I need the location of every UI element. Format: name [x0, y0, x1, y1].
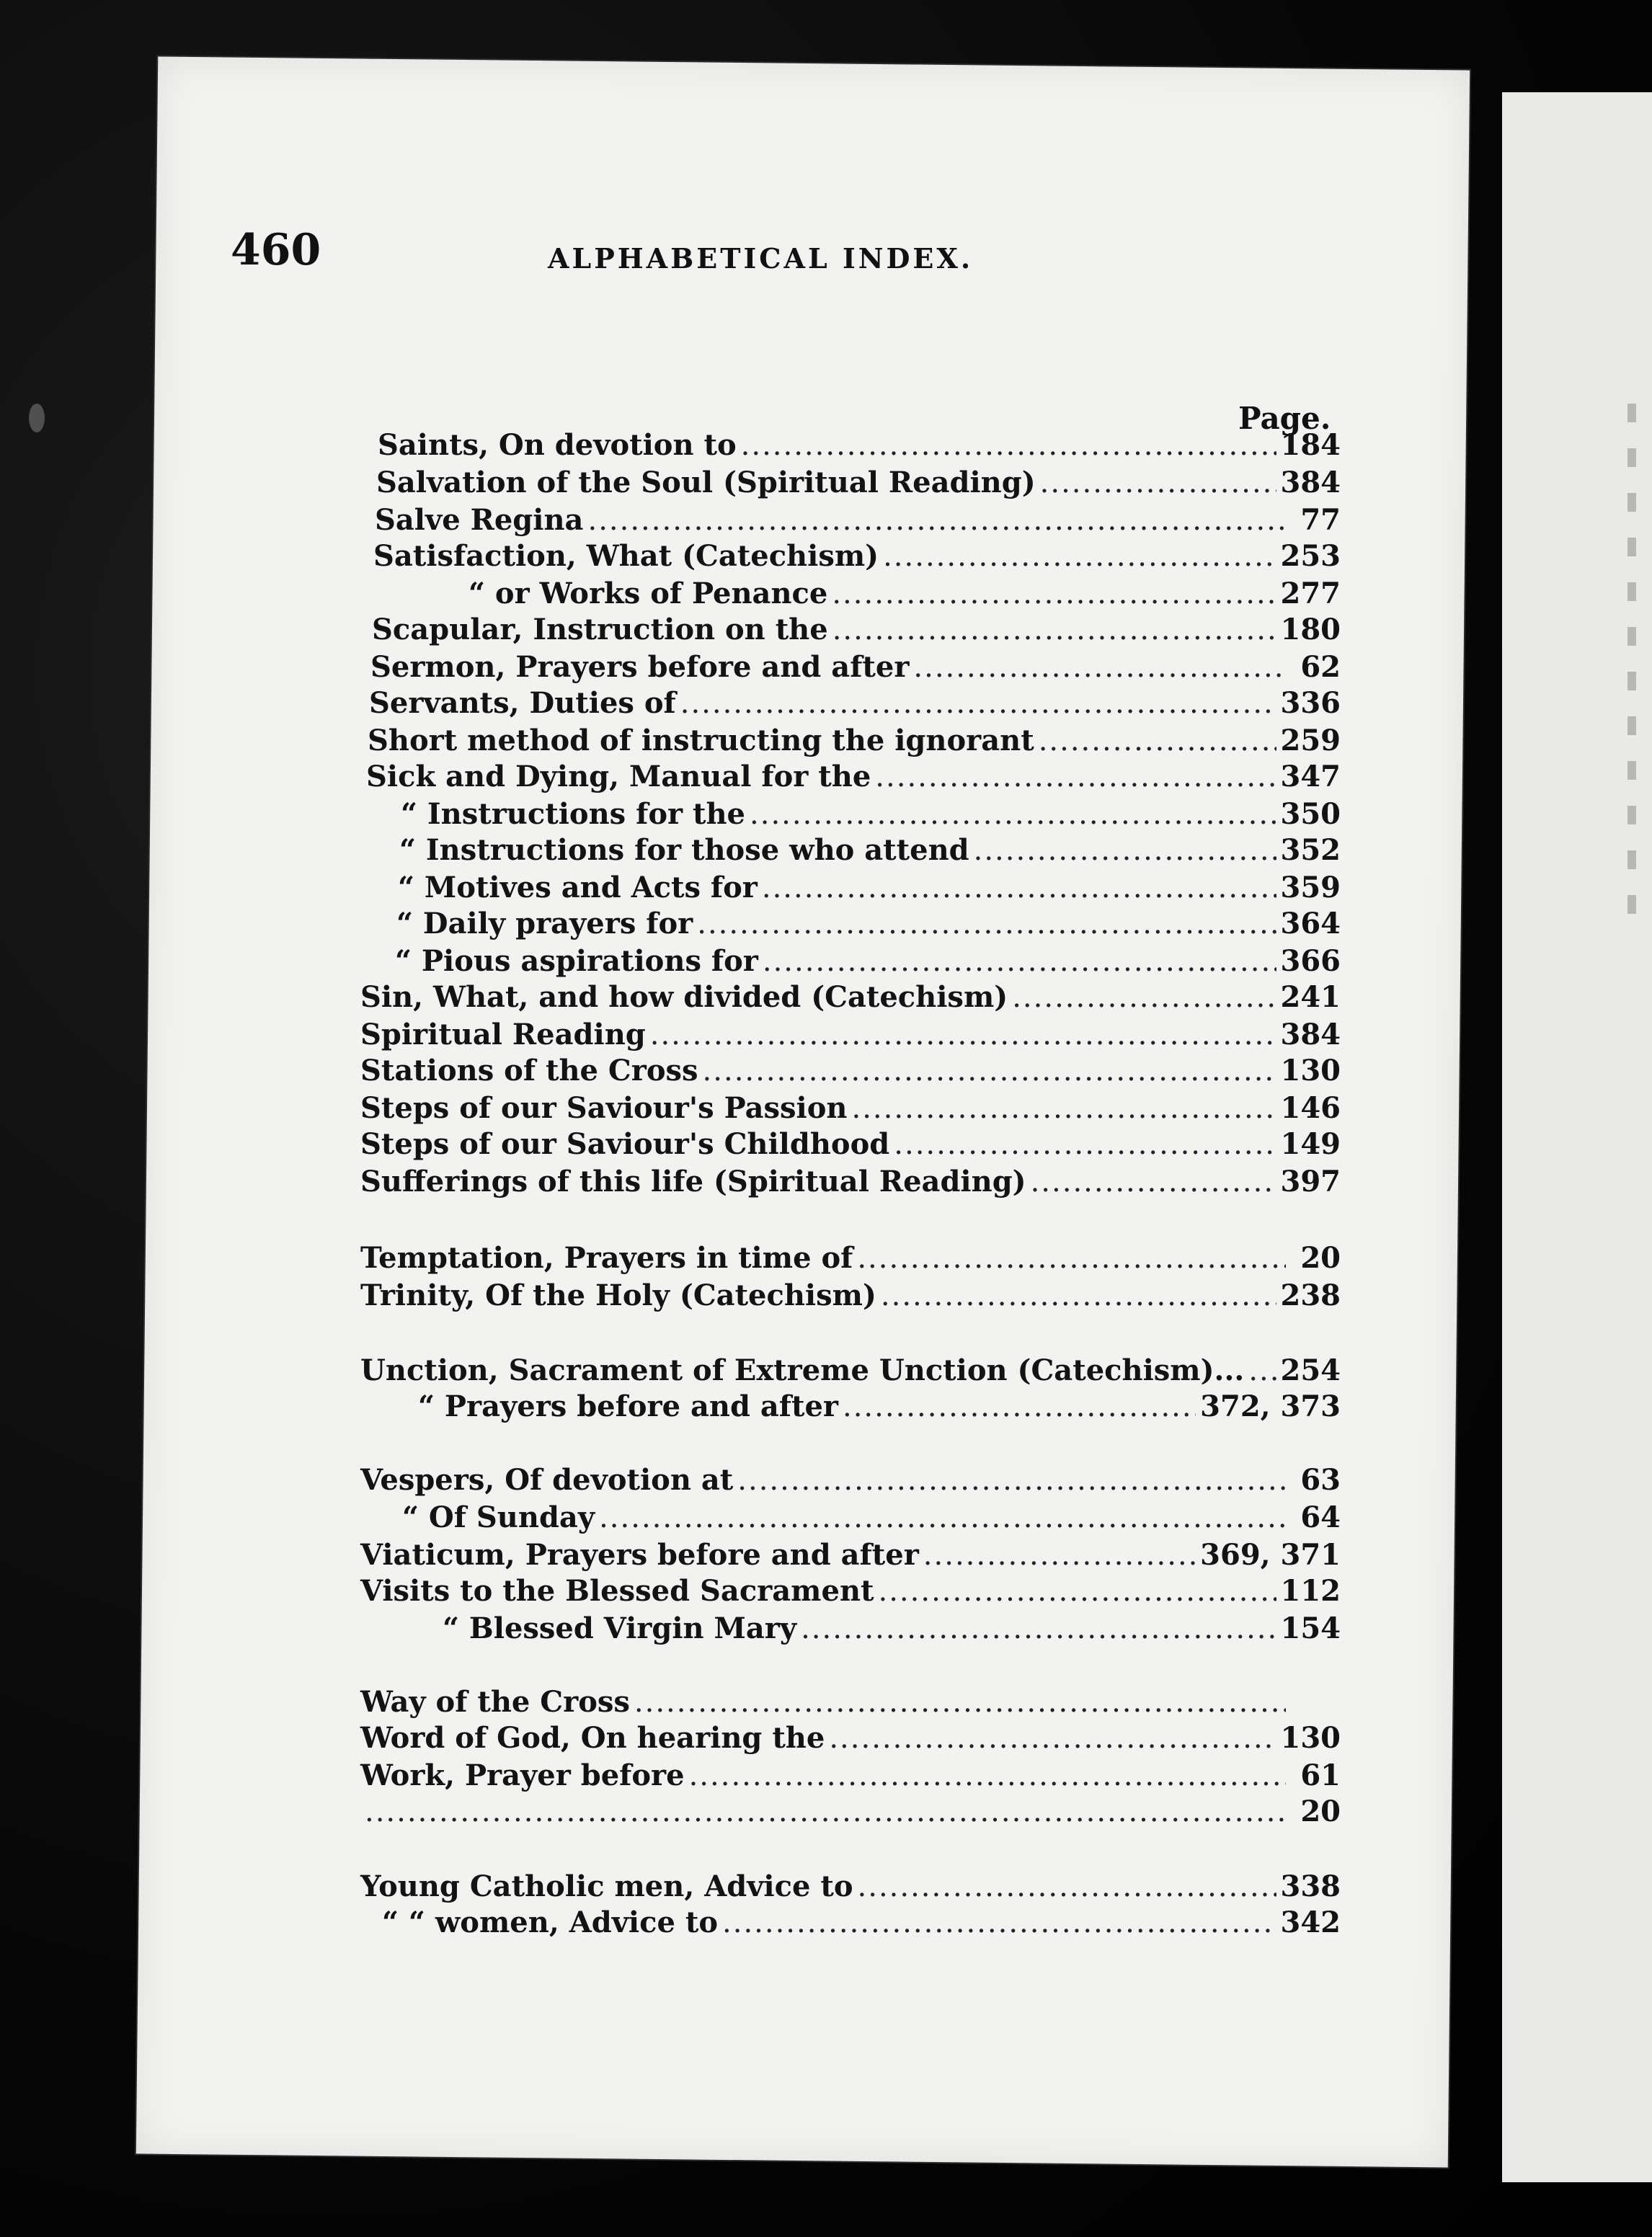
leader-dots	[689, 1759, 1286, 1792]
leader-dots	[894, 1128, 1276, 1161]
entry-text: Short method of instructing the ignorant	[368, 724, 1034, 757]
entry-page: 253	[1280, 539, 1341, 573]
index-entry	[382, 1905, 1341, 1942]
index-entry	[369, 686, 1341, 722]
entry-page: 342	[1280, 1905, 1341, 1939]
index-entry	[368, 724, 1341, 760]
entry-page: 397	[1280, 1165, 1341, 1198]
entry-text: Saints, On devotion to	[378, 428, 737, 462]
index-entry	[360, 1018, 1341, 1054]
entry-text: Salve Regina	[375, 503, 584, 537]
entry-text: “ Pious aspirations for	[395, 944, 758, 978]
index-entry	[399, 833, 1341, 869]
index-entry	[360, 1795, 1341, 1831]
index-entry	[360, 1463, 1341, 1499]
index-entry	[366, 760, 1341, 796]
index-entry	[402, 1500, 1341, 1536]
entry-text: Word of God, On hearing the	[360, 1721, 825, 1755]
leader-dots	[801, 1612, 1276, 1645]
index-entry	[360, 1165, 1341, 1201]
leader-dots	[881, 1279, 1276, 1312]
leader-dots	[722, 1906, 1276, 1939]
entry-text: “ Prayers before and after	[418, 1389, 838, 1423]
leader-dots	[737, 1464, 1286, 1497]
index-entry	[395, 944, 1341, 980]
leader-dots	[974, 834, 1276, 867]
index-entry	[376, 466, 1341, 502]
index-entry	[360, 1721, 1341, 1757]
leader-dots	[750, 798, 1276, 831]
leader-dots	[857, 1242, 1286, 1275]
index-entry	[360, 1538, 1341, 1574]
leader-dots	[634, 1686, 1286, 1719]
entry-text: Salvation of the Soul (Spiritual Reading)	[376, 466, 1036, 499]
entry-page: 241	[1280, 980, 1341, 1014]
leader-dots	[913, 651, 1286, 684]
index-entry	[360, 1685, 1341, 1721]
facing-page-bleed-marks	[1627, 404, 1649, 951]
leader-dots	[587, 504, 1286, 537]
leader-dots	[1248, 1354, 1276, 1387]
entry-text: Way of the Cross	[360, 1685, 630, 1719]
leader-dots	[832, 613, 1276, 646]
index-entry	[360, 1278, 1341, 1315]
entry-page: 352	[1280, 833, 1341, 867]
index-entry	[396, 907, 1341, 943]
leader-dots	[923, 1539, 1196, 1572]
entry-text: “ Of Sunday	[402, 1500, 595, 1534]
leader-dots	[1040, 466, 1276, 499]
entry-page: 130	[1280, 1721, 1341, 1755]
entry-page: 130	[1280, 1054, 1341, 1088]
leader-dots	[883, 540, 1276, 573]
leader-dots	[703, 1054, 1276, 1088]
entry-page: 154	[1280, 1611, 1341, 1645]
entry-text: Visits to the Blessed Sacrament	[360, 1574, 874, 1608]
index-entry	[360, 1054, 1341, 1090]
leader-dots	[763, 945, 1276, 978]
entry-text: Trinity, Of the Holy (Catechism)	[360, 1278, 876, 1312]
index-entry	[360, 980, 1341, 1016]
entry-page: 384	[1280, 1018, 1341, 1051]
index-entry	[443, 1611, 1341, 1647]
leader-dots	[599, 1501, 1286, 1534]
entry-page: 364	[1280, 907, 1341, 940]
index-entry	[372, 613, 1341, 649]
page-number: 460	[231, 225, 321, 275]
entry-page: 238	[1280, 1278, 1341, 1312]
index-entry	[418, 1389, 1341, 1426]
entry-text: Work, Prayer before	[360, 1758, 685, 1792]
entry-text: Scapular, Instruction on the	[372, 613, 828, 646]
index-entry	[360, 1869, 1341, 1905]
page-header	[231, 225, 1081, 283]
entry-text: Steps of our Saviour's Childhood	[360, 1127, 890, 1161]
entry-text: Stations of the Cross	[360, 1054, 698, 1088]
leader-dots	[858, 1870, 1276, 1903]
entry-page: 254	[1280, 1353, 1341, 1387]
index-entry	[373, 539, 1341, 575]
leader-dots	[650, 1018, 1276, 1051]
entry-text: Sermon, Prayers before and after	[370, 650, 910, 684]
entry-page: 146	[1280, 1091, 1341, 1125]
entry-text: Servants, Duties of	[369, 686, 676, 720]
index-entry	[360, 1758, 1341, 1795]
leader-dots	[843, 1390, 1196, 1423]
entry-page: 112	[1280, 1574, 1341, 1608]
entry-text: “ Blessed Virgin Mary	[443, 1611, 797, 1645]
index-entry	[401, 797, 1341, 833]
dust-speck	[29, 404, 45, 432]
entry-text: Spiritual Reading	[360, 1018, 646, 1051]
index-entry	[370, 650, 1341, 686]
entry-page: 369, 371	[1200, 1538, 1341, 1572]
entry-text: “ Motives and Acts for	[398, 871, 758, 904]
index-entry	[360, 1241, 1341, 1277]
leader-dots	[832, 577, 1276, 610]
leader-dots	[741, 429, 1276, 462]
index-entry	[375, 503, 1341, 539]
entry-page: 372, 373	[1200, 1389, 1341, 1423]
entry-page: 61	[1300, 1758, 1341, 1792]
entry-text: “ Instructions for the	[401, 797, 746, 831]
leader-dots	[1031, 1165, 1276, 1198]
entry-page: 338	[1280, 1869, 1341, 1903]
entry-page: 64	[1300, 1500, 1341, 1534]
page-column-label: Page.	[1238, 401, 1331, 436]
entry-text: “ Daily prayers for	[396, 907, 693, 940]
entry-page: 184	[1280, 428, 1341, 462]
entry-page: 347	[1280, 760, 1341, 793]
entry-text: “ “ women, Advice to	[382, 1905, 719, 1939]
entry-text: Temptation, Prayers in time of	[360, 1241, 853, 1275]
entry-page: 62	[1300, 650, 1341, 684]
entry-page: 180	[1280, 613, 1341, 646]
entry-page: 366	[1280, 944, 1341, 978]
entry-page: 259	[1280, 724, 1341, 757]
leader-dots	[680, 687, 1276, 720]
leader-dots	[762, 871, 1276, 904]
entry-page: 149	[1280, 1127, 1341, 1161]
entry-page: 77	[1300, 503, 1341, 537]
running-title: ALPHABETICAL INDEX.	[548, 242, 974, 275]
index-entry	[360, 1574, 1341, 1610]
leader-dots	[879, 1575, 1276, 1608]
leader-dots	[875, 760, 1276, 793]
index-entry	[360, 1091, 1341, 1127]
entry-text: “ Instructions for those who attend	[399, 833, 969, 867]
entry-text: Viaticum, Prayers before and after	[360, 1538, 919, 1572]
entry-page: 336	[1280, 686, 1341, 720]
index-entry	[468, 577, 1341, 613]
entry-text: Satisfaction, What (Catechism)	[373, 539, 879, 573]
entry-page: 350	[1280, 797, 1341, 831]
entry-text: Sick and Dying, Manual for the	[366, 760, 871, 793]
leader-dots	[852, 1092, 1276, 1125]
entry-text: Unction, Sacrament of Extreme Unction (Catechism)...	[360, 1353, 1245, 1387]
leader-dots	[1039, 724, 1276, 757]
entry-text: “ or Works of Penance	[468, 577, 828, 610]
leader-dots	[365, 1795, 1286, 1828]
entry-page: 359	[1280, 871, 1341, 904]
leader-dots	[829, 1722, 1276, 1755]
index-entry	[398, 871, 1341, 907]
entry-text: Steps of our Saviour's Passion	[360, 1091, 848, 1125]
entry-text: Sin, What, and how divided (Catechism)	[360, 980, 1008, 1014]
entry-page: 20	[1300, 1241, 1341, 1275]
entry-text: Sufferings of this life (Spiritual Reading)	[360, 1165, 1026, 1198]
entry-page: 63	[1300, 1463, 1341, 1497]
index-entry	[360, 1353, 1341, 1389]
leader-dots	[697, 907, 1276, 940]
entry-page: 384	[1280, 466, 1341, 499]
leader-dots	[1012, 981, 1276, 1014]
index-entry	[378, 428, 1341, 464]
entry-page: 277	[1280, 577, 1341, 610]
index-entry	[360, 1127, 1341, 1163]
entry-text: Young Catholic men, Advice to	[360, 1869, 853, 1903]
entry-text: Vespers, Of devotion at	[360, 1463, 734, 1497]
entry-page: 20	[1300, 1795, 1341, 1828]
